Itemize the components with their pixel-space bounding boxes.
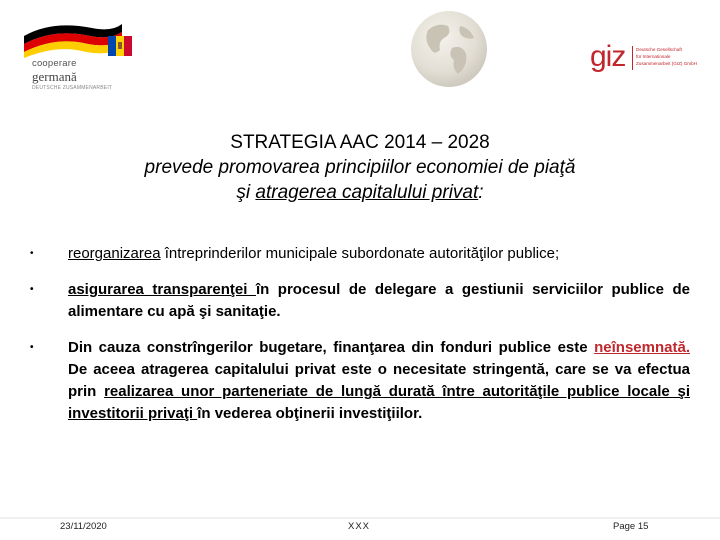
logo-text-germana: germană [32, 69, 77, 84]
title-line2: prevede promovarea principiilor economiei de piaţă [144, 157, 576, 178]
bullet-1-seg-2: întreprinderilor municipale subordonate autorităţilor publice; [160, 245, 560, 262]
bullet-dot: • [30, 284, 34, 295]
title-line1: STRATEGIA AAC 2014 – 2028 [230, 132, 490, 153]
title-line3-end: : [478, 182, 484, 203]
bullet-3-seg-1: Din cauza constrîngerilor bugetare, finanţarea din fonduri publice este [68, 339, 595, 356]
title-line3 [40, 180, 680, 205]
bullet-item-3 [30, 337, 690, 425]
bullet-1-seg-1: reorganizarea [68, 245, 161, 262]
bullet-3-seg-3: De aceea atragerea capitalului privat este o necesitate stringentă, care se va efectua prin [68, 361, 690, 400]
title-line3-underlined: atragerea capitalului privat [255, 182, 479, 203]
bullet-3-seg-4: realizarea unor parteneriate de lungă durată între autorităţile publice locale şi investitorii privaţi [68, 383, 690, 422]
footer-middle: XXX [348, 521, 371, 532]
slide-title [40, 130, 680, 205]
slide-header [0, 0, 720, 108]
bullet-2-seg-1: asigurarea transparenţei [68, 281, 256, 298]
giz-sub-line3: Zusammenarbeit (GIZ) GmbH [636, 61, 698, 66]
footer-divider [0, 517, 720, 519]
cooperare-germana-logo [22, 18, 142, 90]
logo-text-deutsche: DEUTSCHE ZUSAMMENARBEIT [32, 85, 113, 91]
giz-logo [590, 40, 710, 80]
giz-sub-line1: Deutsche Gesellschaft [636, 47, 682, 52]
bullet-item-2 [30, 279, 690, 323]
giz-sub-line2: für Internationale [636, 54, 671, 59]
flag-swoosh-icon [22, 18, 142, 62]
bullet-list [30, 243, 690, 439]
title-line3-plain: şi [236, 182, 256, 203]
giz-subtitle [636, 46, 697, 67]
giz-wordmark: giz [590, 40, 626, 73]
bullet-3-seg-2: neînsemnată. [594, 339, 690, 356]
globe-icon [408, 8, 490, 90]
bullet-3-seg-5: în vederea obţinerii investiţiilor. [197, 405, 423, 422]
bullet-2-seg-2: în procesul de delegare a gestiunii serviciilor publice de alimentare cu apă şi sanitaţie. [68, 281, 690, 320]
bullet-item-1 [30, 243, 690, 265]
footer-date: 23/11/2020 [60, 521, 107, 532]
bullet-dot: • [30, 342, 34, 353]
footer-page-number: Page 15 [613, 521, 649, 532]
logo-text-cooperare: cooperare [32, 58, 77, 69]
bullet-dot: • [30, 248, 34, 259]
giz-divider [632, 46, 633, 70]
